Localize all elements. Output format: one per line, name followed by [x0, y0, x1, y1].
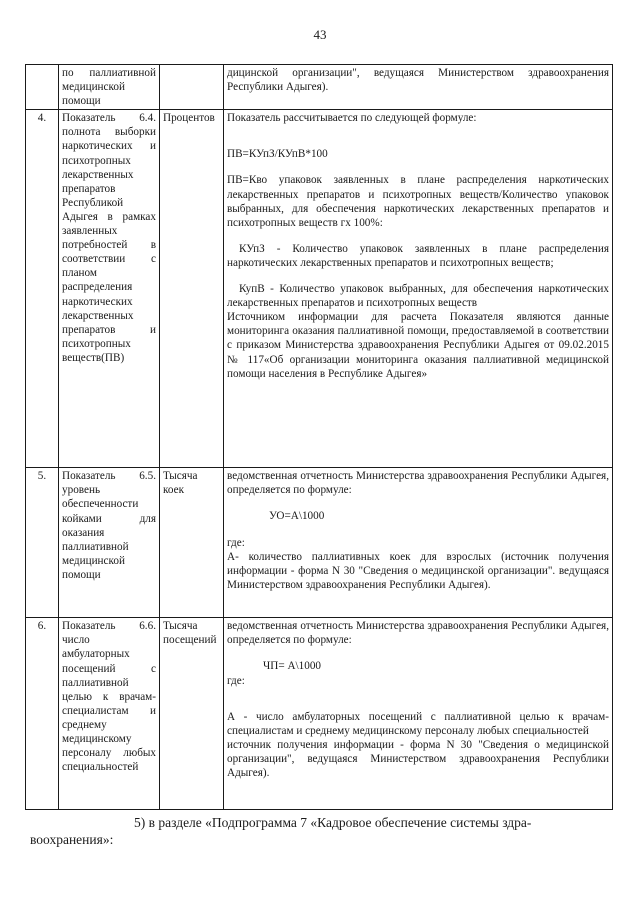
unit-cell	[160, 65, 224, 110]
row-number	[26, 65, 59, 110]
formula: ЧП= А\1000	[263, 660, 322, 673]
indicator-name: по паллиативной медицинской помощи	[59, 65, 160, 110]
description-text: ПВ=Кво упаковок заявленных в плане распределения наркотических лекарственных препаратов и психотропных веществ/Количество упаковок выбранных, для обеспечения наркотических лекарственных препаратов и психотропных веществ гх 100%:	[227, 174, 612, 229]
description-text: А - число амбулаторных посещений с паллиативной целью к врачам-специалистам и среднему медицинскому персоналу любых специальностей	[227, 710, 609, 737]
description-cell	[224, 65, 613, 110]
description-text: источник получения информации - форма N 30 "Сведения о медицинской организации", ведущаяся Министерством здравоохранения Республики Адыгея).	[227, 738, 612, 780]
table-row	[26, 65, 613, 110]
table-row	[26, 468, 613, 618]
indicator-name: Показатель 6.4. полнота выборки наркотических и психотропных лекарственных препаратов Республикой Адыгея в рамках заявленных потребностей в соответствии с планом распределения наркотических лекарственных препаратов и психотропных веществ(ПВ)	[59, 110, 160, 468]
unit-cell: Процентов	[160, 110, 224, 468]
formula: УО=А\1000	[269, 510, 325, 523]
description-text: КУпЗ - Количество упаковок заявленных в плане распределения наркотических лекарственных препаратов и психотропных веществ;	[227, 242, 612, 269]
section-line: воохранения»:	[30, 832, 114, 847]
indicators-table	[25, 64, 613, 810]
page-number: 43	[313, 27, 327, 42]
section-paragraph	[30, 814, 605, 848]
unit-cell: Тысяча коек	[160, 468, 224, 618]
row-number: 4.	[26, 110, 59, 468]
description-cell	[224, 618, 613, 810]
description-cell	[224, 110, 613, 468]
description-text: где:	[227, 674, 245, 687]
indicator-name: Показатель 6.6. число амбулаторных посещений с паллиативной целью к врачам-специалистам и среднему медицинскому персоналу любых специальностей	[59, 618, 160, 810]
row-number: 6.	[26, 618, 59, 810]
description-text: Источником информации для расчета Показателя являются данные мониторинга оказания паллиативной помощи, предоставляемой в соответствии с приказом Министерства здравоохранения Республики Адыгея от 09.02.2015 № 117«Об организации мониторинга оказания паллиативной медицинской помощи населения в Республике Адыгея»	[227, 311, 612, 380]
formula: ПВ=КУпЗ/КУпВ*100	[227, 148, 328, 161]
description-text: Показатель рассчитывается по следующей формуле:	[227, 112, 477, 125]
description-text: ведомственная отчетность Министерства здравоохранения Республики Адыгея, определяется по формуле:	[227, 620, 612, 647]
description-text: ведомственная отчетность Министерства здравоохранения Республики Адыгея, определяется по формуле:	[227, 470, 612, 497]
description-text: КупВ - Количество упаковок выбранных, для обеспечения наркотических лекарственных препаратов и психотропных веществ	[227, 283, 612, 310]
indicator-name: Показатель 6.5. уровень обеспеченности койками для оказания паллиативной медицинской помощи	[59, 468, 160, 618]
section-line: 5) в разделе «Подпрограмма 7 «Кадровое обеспечение системы здра-	[134, 815, 532, 830]
description-text: А- количество паллиативных коек для взрослых (источник получения информации - форма N 30 "Сведения о медицинской организации". ведущаяся Министерством здравоохранения Республики Адыгея).	[227, 550, 612, 591]
table-row	[26, 110, 613, 468]
table-row	[26, 618, 613, 810]
description-text: где:	[227, 536, 245, 549]
description-text: дицинской организации", ведущаяся Министерством здравоохранения Республики Адыгея).	[227, 67, 612, 94]
row-number: 5.	[26, 468, 59, 618]
unit-cell: Тысяча посещений	[160, 618, 224, 810]
description-cell	[224, 468, 613, 618]
